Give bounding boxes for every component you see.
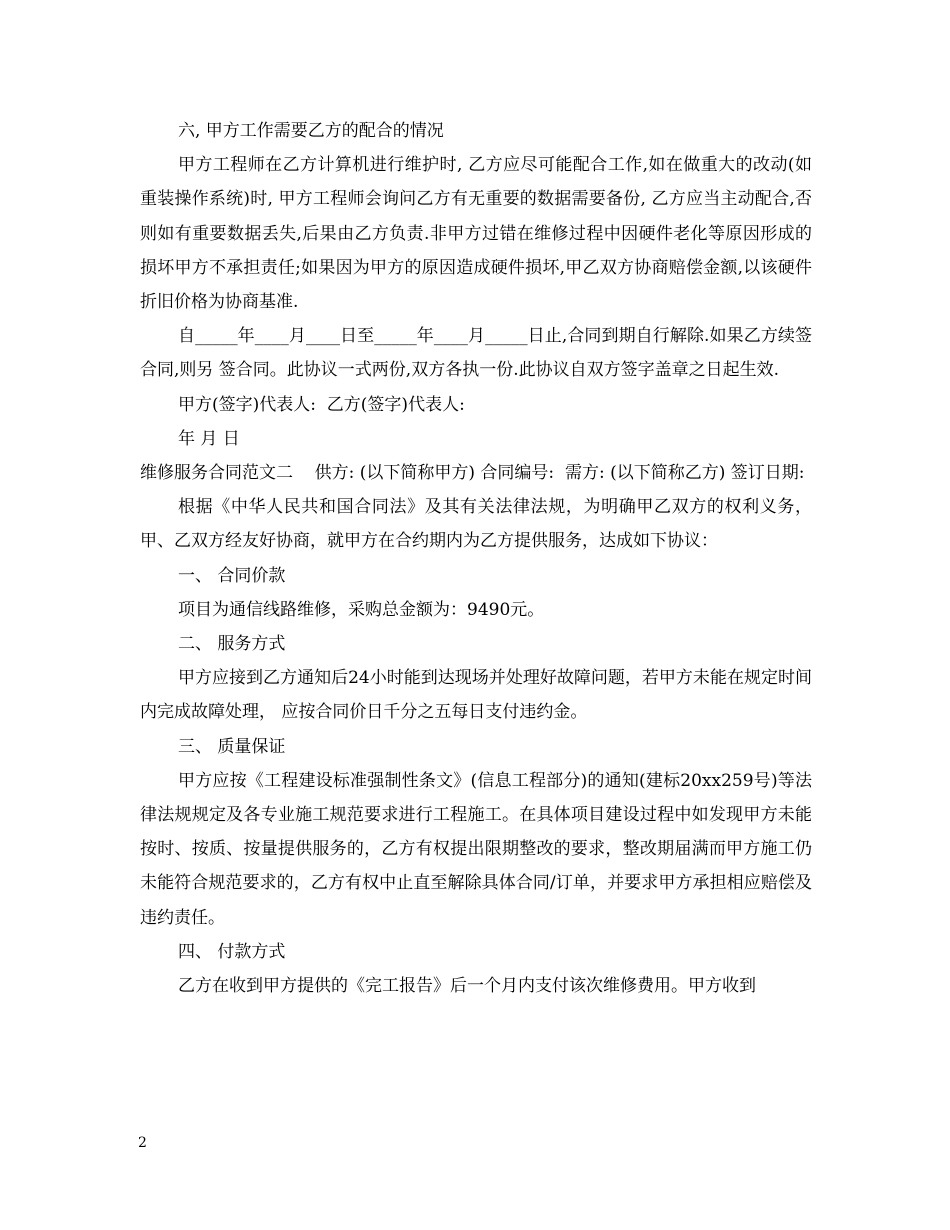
paragraph-service-method: 甲方应接到乙方通知后24小时能到达现场并处理好故障问题，若甲方未能在规定时间内完成故障处理， 应按合同价日千分之五每日支付违约金。	[140, 668, 812, 723]
paragraph-contract-price: 项目为通信线路维修，采购总金额为：9490元。	[178, 599, 545, 620]
page-number: 2	[138, 1135, 147, 1151]
section-heading-6: 六, 甲方工作需要乙方的配合的情况	[178, 121, 444, 141]
paragraph-maintenance-cooperation: 甲方工程师在乙方计算机进行维护时, 乙方应尽可能配合工作,如在做重大的改动(如重装操作系统)时, 甲方工程师会询问乙方有无重要的数据需要备份, 乙方应当主动配合,否则如有重要数据丢失,后果由乙方负责.非甲方过错在维修过程中因硬件老化等原因形成的损坏甲方不承担责任;如果因为甲方的原因造成硬件损坏,甲乙双方协商赔偿金额,以该硬件折旧价格为协商基准.	[140, 155, 812, 313]
signature-line: 甲方(签字)代表人: 乙方(签字)代表人:	[178, 394, 465, 415]
section-heading-4: 四、 付款方式	[178, 941, 286, 962]
paragraph-preamble: 根据《中华人民共和国合同法》及其有关法律法规，为明确甲乙双方的权利义务，甲、乙双方经友好协商，就甲方在合约期内为乙方提供服务，达成如下协议：	[140, 497, 812, 552]
date-line: 年 月 日	[178, 428, 240, 449]
contract-sample-header: 维修服务合同范文二 供方: (以下简称甲方) 合同编号: 需方: (以下简称乙方) 签订日期:	[140, 463, 805, 484]
section-heading-3: 三、 质量保证	[178, 736, 286, 757]
section-heading-2: 二、 服务方式	[178, 634, 286, 655]
section-heading-1: 一、 合同价款	[178, 565, 286, 586]
document-body	[140, 114, 812, 1003]
paragraph-quality-guarantee: 甲方应按《工程建设标准强制性条文》(信息工程部分)的通知(建标20xx259号)等法律法规规定及各专业施工规范要求进行工程施工。在具体项目建设过程中如发现甲方未能按时、按质、按量提供服务的，乙方有权提出限期整改的要求，整改期届满而甲方施工仍未能符合规范要求的，乙方有权中止直至解除具体合同/订单，并要求甲方承担相应赔偿及违约责任。	[140, 770, 812, 928]
paragraph-payment-method: 乙方在收到甲方提供的《完工报告》后一个月内支付该次维修费用。甲方收到	[178, 976, 756, 997]
paragraph-contract-term: 自_____年____月____日至_____年____月_____日止,合同到期自行解除.如果乙方续签合同,则另 签合同。此协议一式两份,双方各执一份.此协议自双方签字盖章之日起生效.	[140, 326, 812, 381]
